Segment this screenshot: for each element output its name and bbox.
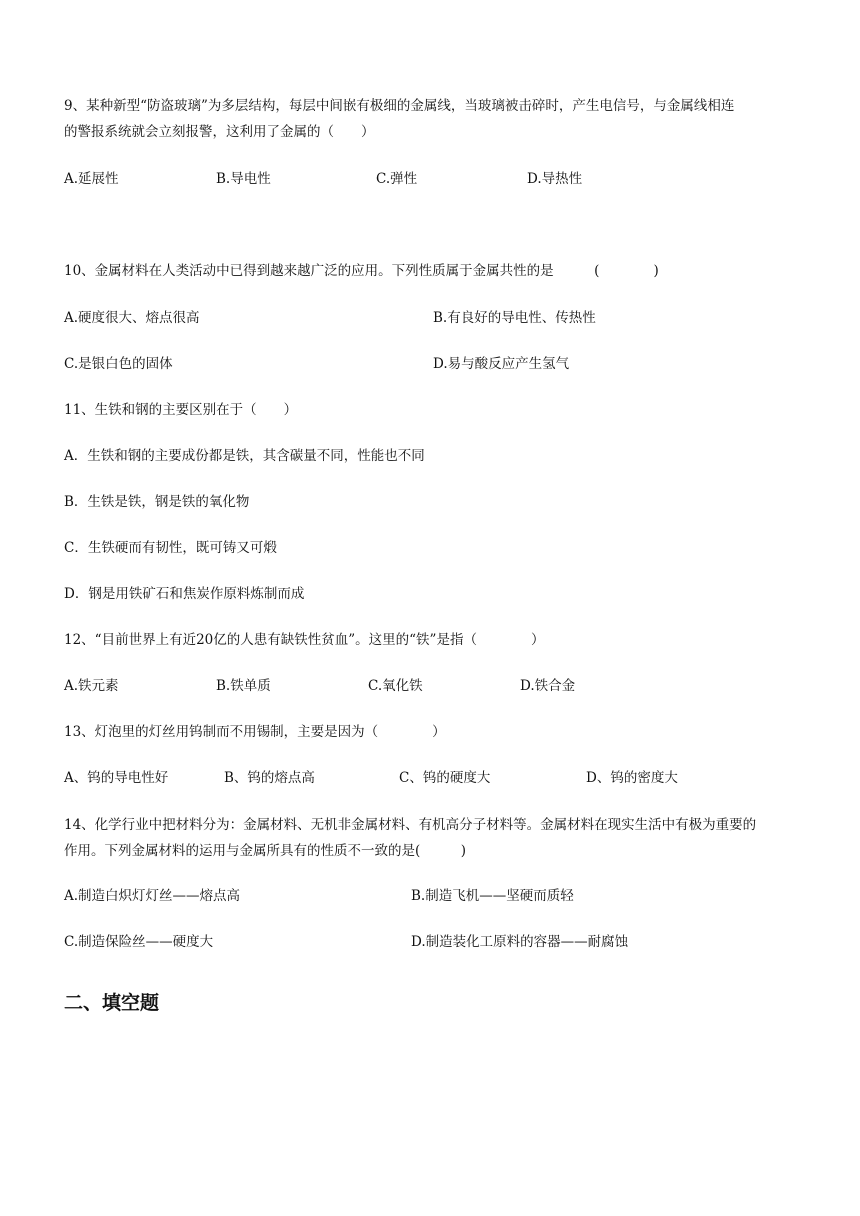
q11-option-c: C．生铁硬而有韧性，既可铸又可煅 (64, 540, 277, 556)
q11-option-a: A．生铁和钢的主要成份都是铁，其含碳量不同，性能也不同 (64, 448, 425, 464)
q12-option-c: C.氧化铁 (368, 678, 423, 694)
q10-option-c: C.是银白色的固体 (64, 356, 173, 372)
q10-option-d: D.易与酸反应产生氢气 (433, 356, 570, 372)
q13-option-c: C、钨的硬度大 (399, 770, 491, 786)
q9-option-c: C.弹性 (376, 171, 418, 187)
q9-option-d: D.导热性 (527, 171, 583, 187)
q12-text: 12、“目前世界上有近20亿的人患有缺铁性贫血”。这里的“铁”是指（ ） (64, 632, 545, 648)
q9-text-line1: 9、某种新型“防盗玻璃”为多层结构，每层中间嵌有极细的金属线，当玻璃被击碎时，产生电信号，与金属线相连 (64, 98, 735, 114)
q9-option-a: A.延展性 (64, 171, 119, 187)
q10-option-a: A.硬度很大、熔点很高 (64, 310, 200, 326)
q11-option-d: D．钢是用铁矿石和焦炭作原料炼制而成 (64, 586, 305, 602)
q13-option-a: A、钨的导电性好 (64, 770, 169, 786)
q9-option-b: B.导电性 (216, 171, 271, 187)
q14-option-d: D.制造装化工原料的容器——耐腐蚀 (411, 934, 629, 950)
q14-option-a: A.制造白炽灯灯丝——熔点高 (64, 888, 241, 904)
q10-text: 10、金属材料在人类活动中已得到越来越广泛的应用。下列性质属于金属共性的是 ( ) (64, 263, 659, 279)
q13-option-b: B、钨的熔点高 (224, 770, 315, 786)
q12-option-a: A.铁元素 (64, 678, 119, 694)
q12-option-d: D.铁合金 (520, 678, 576, 694)
q13-option-d: D、钨的密度大 (586, 770, 678, 786)
q11-text: 11、生铁和钢的主要区别在于（ ） (64, 402, 298, 418)
q11-option-b: B．生铁是铁，钢是铁的氧化物 (64, 494, 250, 510)
q14-option-b: B.制造飞机——坚硬而质轻 (411, 888, 574, 904)
q14-text-line1: 14、化学行业中把材料分为：金属材料、无机非金属材料、有机高分子材料等。金属材料在现实生活中有极为重要的 (64, 817, 757, 833)
q9-text-line2: 的警报系统就会立刻报警，这利用了金属的（ ） (64, 124, 375, 140)
section-title: 二、填空题 (64, 992, 160, 1014)
q13-text: 13、灯泡里的灯丝用钨制而不用锡制，主要是因为（ ） (64, 724, 446, 740)
q14-text-line2: 作用。下列金属材料的运用与金属所具有的性质不一致的是( ) (64, 843, 467, 859)
q12-option-b: B.铁单质 (216, 678, 271, 694)
q14-option-c: C.制造保险丝——硬度大 (64, 934, 214, 950)
q10-option-b: B.有良好的导电性、传热性 (433, 310, 596, 326)
